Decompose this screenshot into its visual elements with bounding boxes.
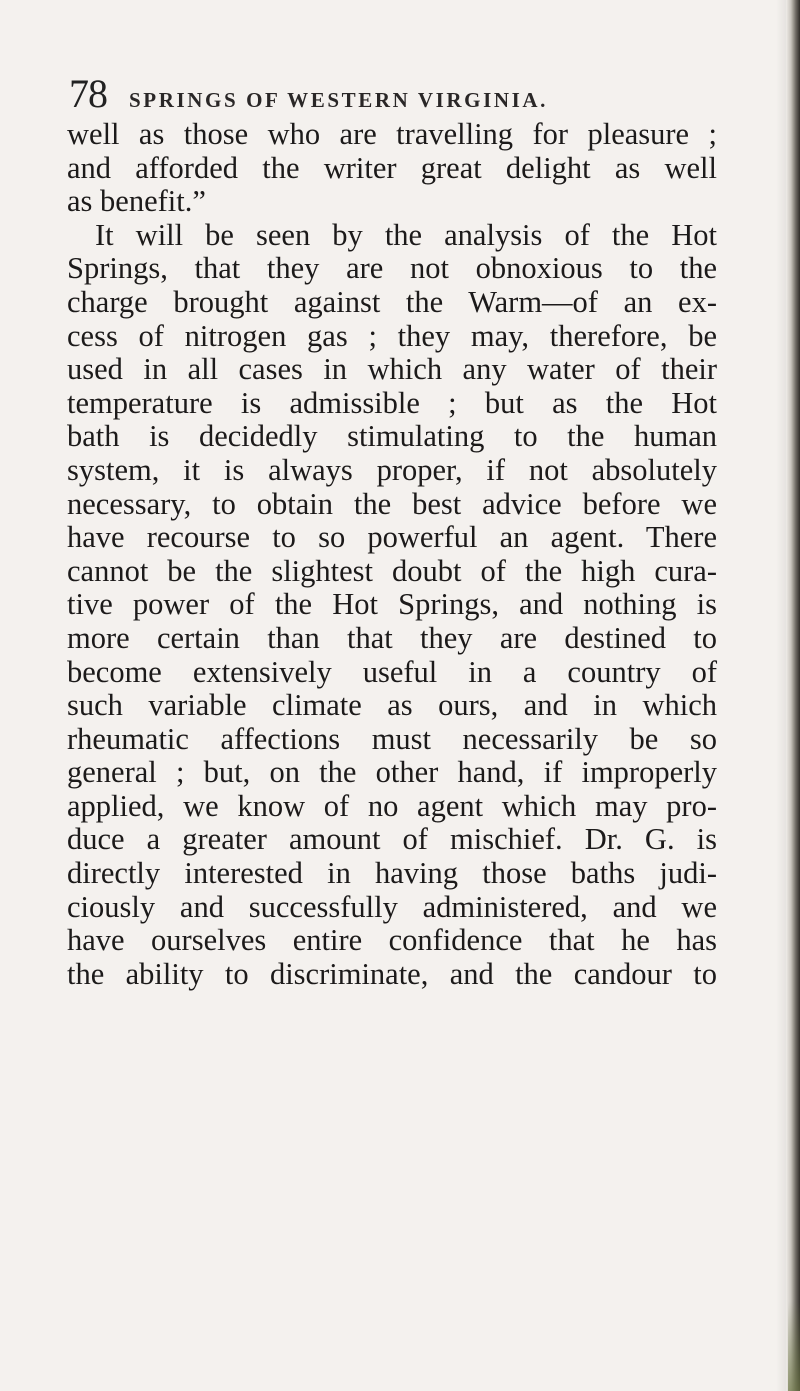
- binding-edge: [786, 0, 800, 1391]
- text-line: general ; but, on the other hand, if improperly: [67, 755, 717, 790]
- text-line: used in all cases in which any water of their: [67, 352, 717, 387]
- running-head: SPRINGS OF WESTERN VIRGINIA.: [129, 88, 548, 112]
- text-line: the ability to discriminate, and the candour to: [67, 956, 717, 991]
- text-line: cess of nitrogen gas ; they may, therefore, be: [67, 318, 717, 353]
- text-line: rheumatic affections must necessarily be so: [67, 721, 717, 756]
- page-header: [69, 70, 689, 120]
- text-line: bath is decidedly stimulating to the human: [67, 419, 717, 454]
- text-line: necessary, to obtain the best advice before we: [67, 486, 717, 521]
- text-line: have recourse to so powerful an agent. There: [67, 520, 717, 555]
- text-line: temperature is admissible ; but as the Hot: [67, 385, 717, 420]
- text-line: and afforded the writer great delight as well: [67, 150, 717, 185]
- text-line: system, it is always proper, if not absolutely: [67, 452, 717, 487]
- text-line: tive power of the Hot Springs, and nothing is: [67, 587, 717, 622]
- text-line: such variable climate as ours, and in which: [67, 688, 717, 723]
- page-number: 78: [69, 71, 107, 116]
- text-line: duce a greater amount of mischief. Dr. G. is: [67, 822, 717, 857]
- text-line: as benefit.”: [67, 184, 206, 219]
- text-line: charge brought against the Warm—of an ex-: [67, 284, 717, 319]
- body-text: [67, 118, 717, 991]
- text-line: well as those who are travelling for pleasure ;: [67, 117, 717, 151]
- binding-shadow: [776, 0, 786, 1391]
- text-line: It will be seen by the analysis of the Hot: [95, 217, 717, 252]
- text-line: Springs, that they are not obnoxious to the: [67, 251, 717, 286]
- text-line: more certain than that they are destined to: [67, 620, 717, 655]
- text-line: directly interested in having those baths judi-: [67, 856, 717, 891]
- text-line: cannot be the slightest doubt of the high cura-: [67, 553, 717, 588]
- page-edge-stain: [788, 1301, 800, 1391]
- text-line: ciously and successfully administered, and we: [67, 889, 717, 924]
- text-line: become extensively useful in a country of: [67, 654, 717, 689]
- text-line: have ourselves entire confidence that he has: [67, 923, 717, 958]
- text-line: applied, we know of no agent which may pro-: [67, 788, 717, 823]
